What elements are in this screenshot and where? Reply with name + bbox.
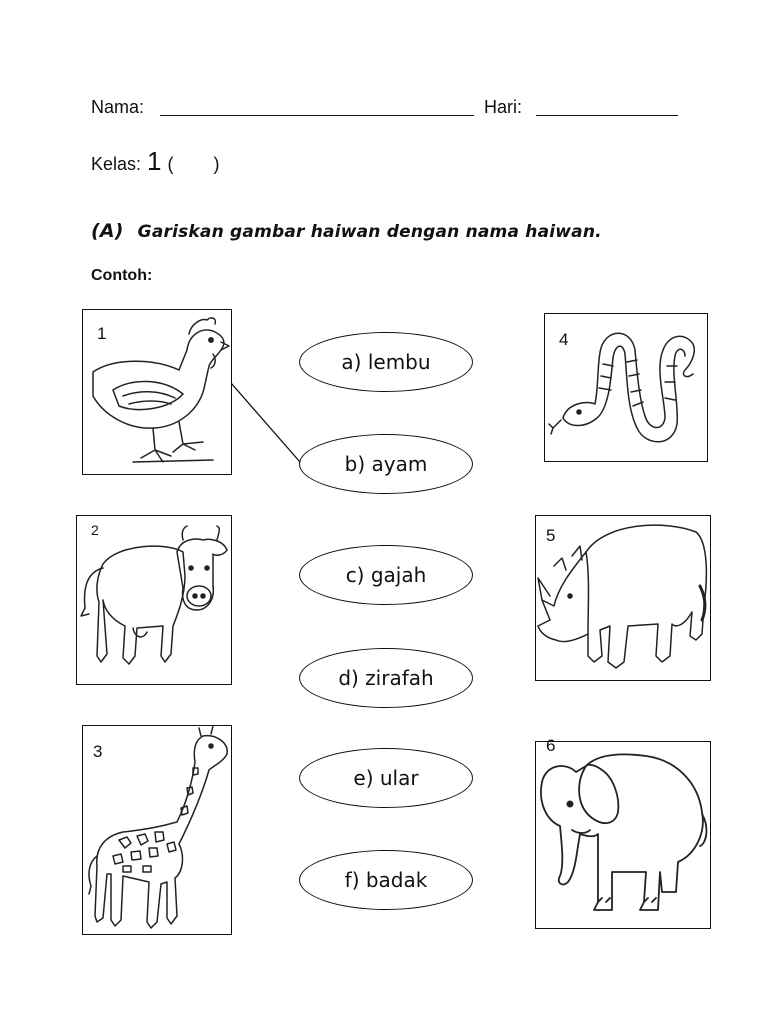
rhino-icon (536, 516, 710, 680)
option-badak[interactable]: f) badak (299, 850, 473, 910)
option-ular[interactable]: e) ular (299, 748, 473, 808)
picture-box-6[interactable] (535, 736, 711, 929)
option-gajah[interactable]: c) gajah (299, 545, 473, 605)
picture-number-2: 2 (91, 522, 99, 538)
giraffe-icon (83, 726, 231, 934)
chicken-icon (83, 310, 231, 474)
picture-box-2[interactable] (76, 515, 232, 685)
kelas-number: 1 (147, 146, 162, 176)
hari-label: Hari: (484, 97, 523, 117)
kelas-input[interactable]: ( ) (167, 154, 220, 174)
elephant-icon (536, 742, 710, 928)
nama-label: Nama: (91, 97, 145, 117)
kelas-label: Kelas: (91, 154, 142, 174)
picture-number-5: 5 (546, 526, 556, 545)
option-lembu[interactable]: a) lembu (299, 332, 473, 392)
example-label: Contoh: (91, 267, 153, 284)
picture-number-3: 3 (93, 742, 103, 761)
option-ayam[interactable]: b) ayam (299, 434, 473, 494)
picture-number-6: 6 (546, 736, 556, 755)
cow-icon (77, 516, 231, 684)
picture-number-4: 4 (559, 330, 569, 349)
picture-box-1[interactable] (82, 309, 232, 475)
section-instruction: Gariskan gambar haiwan dengan nama haiwan. (137, 222, 602, 242)
picture-box-3[interactable] (82, 725, 232, 935)
picture-number-1: 1 (97, 324, 107, 343)
snake-icon (545, 314, 707, 461)
picture-box-4[interactable] (544, 313, 708, 462)
option-zirafah[interactable]: d) zirafah (299, 648, 473, 708)
picture-box-5[interactable] (535, 515, 711, 681)
section-marker: (A) (91, 220, 124, 242)
